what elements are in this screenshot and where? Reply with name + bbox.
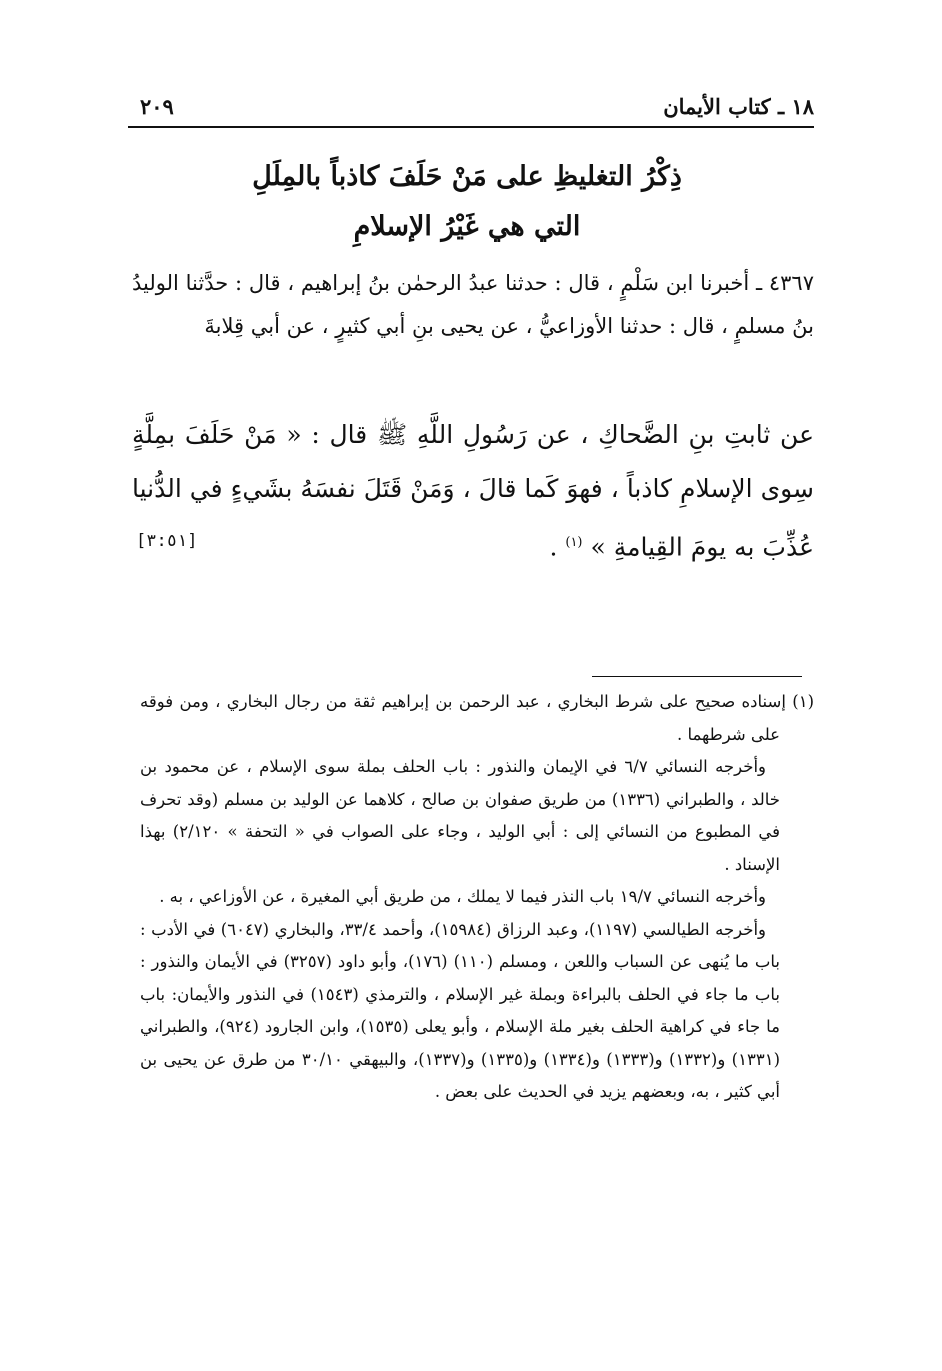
matn-text: عن ثابتِ بنِ الضَّحاكِ ، عن رَسُولِ اللَّهِ ﷺ قال : « مَنْ حَلَفَ بمِلَّةٍ سِوى الإسلامِ كاذباً ، فهوَ كَما قالَ ، وَمَنْ قَتَلَ نفسَهُ بشَيءٍ في الدُّنيا عُذِّبَ به يومَ القِيامةِ » <box>132 420 814 562</box>
footnote-separator <box>592 676 802 677</box>
hadith-matn <box>132 408 814 574</box>
hadith-isnad <box>132 262 814 348</box>
hadith-reference: [٣:٥١] <box>136 531 198 552</box>
footnotes <box>140 686 814 1109</box>
isnad-text: ٤٣٦٧ ـ أخبرنا ابن سَلْمٍ ، قال : حدثنا عبدُ الرحمٰن بنُ إبراهيم ، قال : حدَّثنا الوليدُ بنُ مسلمٍ ، قال : حدثنا الأوزاعيُّ ، عن يحيى بنِ أبي كثيرٍ ، عن أبي قِلابةَ <box>132 271 814 338</box>
footnote-marker: (١) <box>565 535 583 550</box>
footnote-1-paragraph-3: وأخرجه النسائي ١٩/٧ باب النذر فيما لا يملك ، من طريق أبي المغيرة ، عن الأوزاعي ، به . <box>159 887 766 906</box>
footnote-1-paragraph-2: وأخرجه النسائي ٦/٧ في الإيمان والنذور : باب الحلف بملة سوى الإسلام ، عن محمود بن خالد ، والطبراني (١٣٣٦) من طريق صفوان بن صالح ، كلاهما عن الوليد بن مسلم (وقد تحرف في المطبوع من النسائي إلى : أبي الوليد ، وجاء على الصواب في « التحفة » ٢/١٢٠) بهذا الإسناد . <box>140 757 781 874</box>
running-head <box>140 90 814 122</box>
chapter-heading: ١٨ ـ كتاب الأيمان <box>663 93 814 119</box>
section-title-line-1: ذِكْرُ التغليظِ على مَنْ حَلَفَ كاذباً بالمِلَلِ <box>252 161 682 192</box>
section-title <box>120 152 814 252</box>
footnote-1-paragraph-4: وأخرجه الطيالسي (١١٩٧)، وعبد الرزاق (١٥٩٨٤)، وأحمد ٣٣/٤، والبخاري (٦٠٤٧) في الأدب : باب ما يُنهى عن السباب واللعن ، ومسلم (١١٠) (١٧٦)، وأبو داود (٣٢٥٧) في الأيمان والنذور : باب ما جاء في الحلف بالبراءة وبملة غير الإسلام ، والترمذي (١٥٤٣) في النذور والأيمان: باب ما جاء في كراهية الحلف بغير ملة الإسلام ، وأبو يعلى (١٥٣٥)، وابن الجارود (٩٢٤)، والطبراني (١٣٣١) و(١٣٣٢) و(١٣٣٣) و(١٣٣٤) و(١٣٣٥) و(١٣٣٧)، والبيهقي ٣٠/١٠ من طرق عن يحيى بن أبي كثير ، به، وبعضهم يزيد في الحديث على بعض . <box>140 919 781 1101</box>
page-number: ٢٠٩ <box>140 93 174 119</box>
header-rule <box>128 126 814 128</box>
footnote-1-intro: (١) إسناده صحيح على شرط البخاري ، عبد الرحمن بن إبراهيم ثقة من رجال البخاري ، ومن فوقه على شرطهما . <box>140 692 814 744</box>
section-title-line-2: التي هي غَيْرُ الإسلامِ <box>353 211 581 242</box>
matn-end-mark: . <box>549 532 558 562</box>
